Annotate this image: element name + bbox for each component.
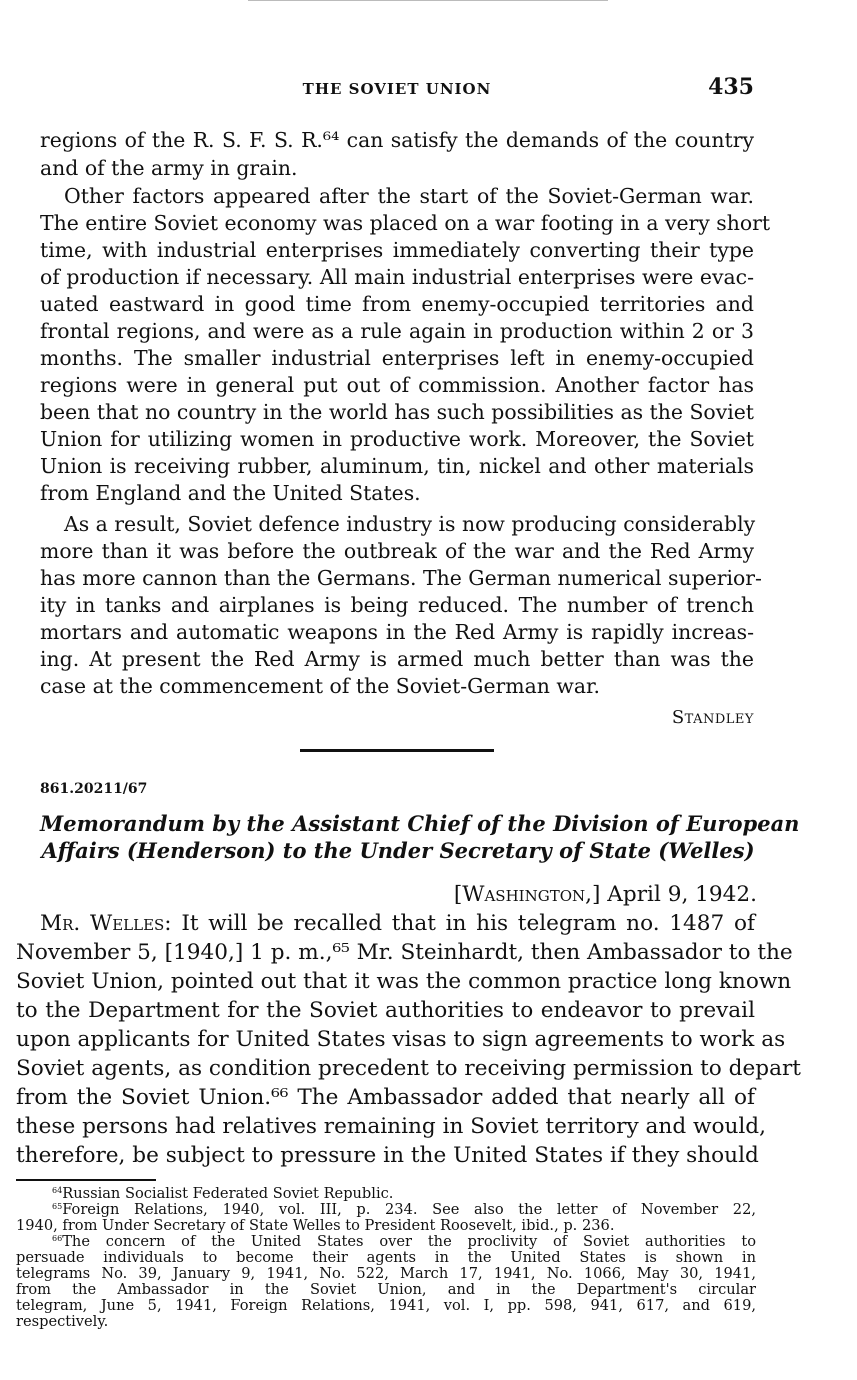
footnote-line: from the Ambassador in the Soviet Union, and in the Department's circular: [16, 1281, 756, 1298]
document-id: 861.20211/67: [40, 781, 148, 797]
footnote-64: [16, 1186, 756, 1202]
text-line: ing. At present the Red Army is armed much better than was the: [40, 647, 754, 671]
text-line: frontal regions, and were as a rule again in production within 2 or 3: [40, 319, 754, 343]
running-title: THE SOVIET UNION: [302, 80, 492, 98]
dateline-place: [Washington,]: [453, 882, 601, 907]
footnote-text: Foreign Relations, 1940, vol. III, p. 234. See also the letter of November 22,: [62, 1201, 756, 1218]
text-line: regions were in general put out of commission. Another factor has: [40, 373, 754, 397]
footnote-line: telegram, June 5, 1941, Foreign Relations, 1941, vol. I, pp. 598, 941, 617, and 619,: [16, 1297, 756, 1314]
footnote-line: 1940, from Under Secretary of State Welles to President Roosevelt, ibid., p. 236.: [16, 1217, 615, 1234]
footnote-line: telegrams No. 39, January 9, 1941, No. 522, March 17, 1941, No. 1066, May 30, 1941,: [16, 1265, 756, 1282]
text-line: from the Soviet Union.⁶⁶ The Ambassador added that nearly all of: [16, 1085, 755, 1110]
text-line: months. The smaller industrial enterprises left in enemy-occupied: [40, 346, 754, 370]
text-line: As a result, Soviet defence industry is now producing considerably: [64, 512, 756, 536]
text-line: The entire Soviet economy was placed on a war footing in a very short: [40, 211, 771, 235]
footnote-rule: [16, 1179, 156, 1181]
text-line: Other factors appeared after the start of the Soviet-German war.: [64, 184, 754, 208]
page-number: 435: [708, 74, 754, 100]
text-line: these persons had relatives remaining in Soviet territory and would,: [16, 1114, 766, 1139]
text-line: time, with industrial enterprises immediately converting their type: [40, 238, 754, 262]
text-line: has more cannon than the Germans. The German numerical superior-: [40, 566, 762, 590]
text-line: Union for utilizing women in productive work. Moreover, the Soviet: [40, 427, 754, 451]
footnotes: [16, 1186, 756, 1330]
dateline-date: April 9, 1942.: [607, 882, 757, 907]
running-head: [40, 76, 754, 104]
footnote-text: Russian Socialist Federated Soviet Republic.: [62, 1185, 394, 1202]
text-line: been that no country in the world has such possibilities as the Soviet: [40, 400, 754, 424]
footnote-text: The concern of the United States over the proclivity of Soviet authorities to: [62, 1233, 756, 1250]
footnote-line: [16, 1202, 756, 1218]
footnote-line: [16, 1234, 756, 1250]
dateline: [454, 882, 757, 907]
text-line: Soviet Union, pointed out that it was the common practice long known: [16, 969, 792, 994]
memo-title-line-1: Memorandum by the Assistant Chief of the Division of European: [40, 811, 800, 836]
footnote-line: persuade individuals to become their agents in the United States is shown in: [16, 1249, 756, 1266]
text-line: Union is receiving rubber, aluminum, tin, nickel and other materials: [40, 454, 754, 478]
memo-title: [40, 810, 800, 864]
signature: Standley: [671, 707, 754, 728]
footnote-line: respectively.: [16, 1313, 109, 1330]
footnote-65: [16, 1202, 756, 1234]
top-edge-line: [248, 0, 608, 1]
text-line: Soviet agents, as condition precedent to receiving permission to depart: [16, 1056, 801, 1081]
text-line: to the Department for the Soviet authorities to endeavor to prevail: [16, 998, 755, 1023]
text-line: therefore, be subject to pressure in the United States if they should: [16, 1143, 759, 1168]
text-line: case at the commencement of the Soviet-German war.: [40, 674, 600, 698]
text-line: more than it was before the outbreak of the war and the Red Army: [40, 539, 754, 563]
text-line: mortars and automatic weapons in the Red Army is rapidly increas-: [40, 620, 754, 644]
salutation: Mr. Welles:: [40, 911, 172, 936]
footnote-marker: 66: [52, 1234, 63, 1244]
section-divider: [300, 749, 494, 752]
memo-title-line-2: Affairs (Henderson) to the Under Secretary of State (Welles): [41, 838, 755, 863]
text-line: of production if necessary. All main industrial enterprises were evac-: [40, 265, 754, 289]
text-line: regions of the R. S. F. S. R.⁶⁴ can satisfy the demands of the country: [40, 128, 754, 152]
footnote-marker: 65: [52, 1202, 63, 1212]
text-line: November 5, [1940,] 1 p. m.,⁶⁵ Mr. Steinhardt, then Ambassador to the: [16, 940, 793, 965]
text-line: and of the army in grain.: [40, 156, 298, 180]
text-line: upon applicants for United States visas to sign agreements to work as: [16, 1027, 786, 1052]
footnote-marker: 64: [52, 1186, 63, 1196]
footnote-66: [16, 1234, 756, 1330]
footnote-line: [16, 1186, 756, 1202]
text-line: [16, 910, 755, 938]
text-line: ity in tanks and airplanes is being reduced. The number of trench: [40, 593, 754, 617]
memo-first-line: It will be recalled that in his telegram no. 1487 of: [171, 911, 755, 936]
text-line: from England and the United States.: [40, 481, 421, 505]
text-line: uated eastward in good time from enemy-occupied territories and: [40, 292, 754, 316]
